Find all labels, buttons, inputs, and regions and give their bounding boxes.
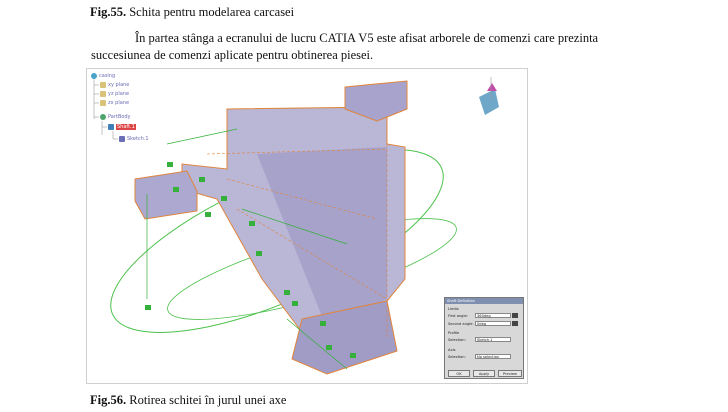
group-profile-label: Profile — [448, 331, 460, 335]
plane-icon — [100, 82, 106, 88]
tree-item-xy-plane[interactable]: xy plane — [100, 82, 129, 88]
first-angle-spinner[interactable] — [512, 313, 518, 318]
second-angle-input[interactable]: 0deg — [475, 321, 511, 326]
figure-caption-top — [90, 5, 294, 20]
preview-button[interactable]: Preview — [498, 370, 522, 377]
left-tab — [135, 171, 197, 219]
body-icon — [100, 114, 106, 120]
figure-number: Fig.56. — [90, 393, 127, 407]
profile-selection-label: Selection: — [448, 338, 466, 342]
tree-item-shaft[interactable]: Shaft.1 — [108, 124, 136, 130]
group-limits-label: Limits — [448, 307, 459, 311]
plane-icon — [100, 100, 106, 106]
figure-number: Fig.55. — [90, 5, 127, 19]
group-axis-label: Axis — [448, 348, 456, 352]
specification-tree — [91, 71, 161, 145]
axis-selection-label: Selection: — [448, 355, 466, 359]
tree-item-root[interactable]: casing — [91, 73, 115, 79]
plane-icon — [100, 91, 106, 97]
sketch-icon — [119, 136, 125, 142]
figure-title: Rotirea schitei în jurul unei axe — [126, 393, 287, 407]
tree-item-sketch[interactable]: Sketch.1 — [119, 136, 149, 142]
tree-item-yz-plane[interactable]: yz plane — [100, 91, 129, 97]
catia-screenshot — [86, 68, 528, 384]
shaft-definition-dialog — [444, 297, 524, 379]
axis-selection-field[interactable]: No selection — [475, 354, 511, 359]
shaft-icon — [108, 124, 114, 130]
paragraph-line-2: succesiunea de comenzi aplicate pentru obtinerea piesei. — [91, 48, 374, 62]
tree-item-zx-plane[interactable]: zx plane — [100, 100, 129, 106]
compass-icon[interactable] — [479, 77, 499, 115]
apply-button[interactable]: Apply — [473, 370, 495, 377]
ok-button[interactable]: OK — [448, 370, 470, 377]
second-angle-spinner[interactable] — [512, 321, 518, 326]
part-icon — [91, 73, 97, 79]
second-angle-label: Second angle: — [448, 322, 474, 326]
profile-selection-field[interactable]: Sketch.1 — [475, 337, 511, 342]
dialog-title: Shaft Definition — [445, 298, 523, 304]
figure-caption-bottom — [90, 393, 286, 408]
body-paragraph — [91, 30, 717, 64]
figure-title: Schita pentru modelarea carcasei — [126, 5, 295, 19]
tree-item-partbody[interactable]: PartBody — [100, 114, 131, 120]
paragraph-line-1: În partea stânga a ecranului de lucru CATIA V5 este afisat arborele de comenzi care prezinta — [135, 31, 599, 45]
first-angle-label: First angle: — [448, 314, 468, 318]
first-angle-input[interactable]: 360deg — [475, 313, 511, 318]
